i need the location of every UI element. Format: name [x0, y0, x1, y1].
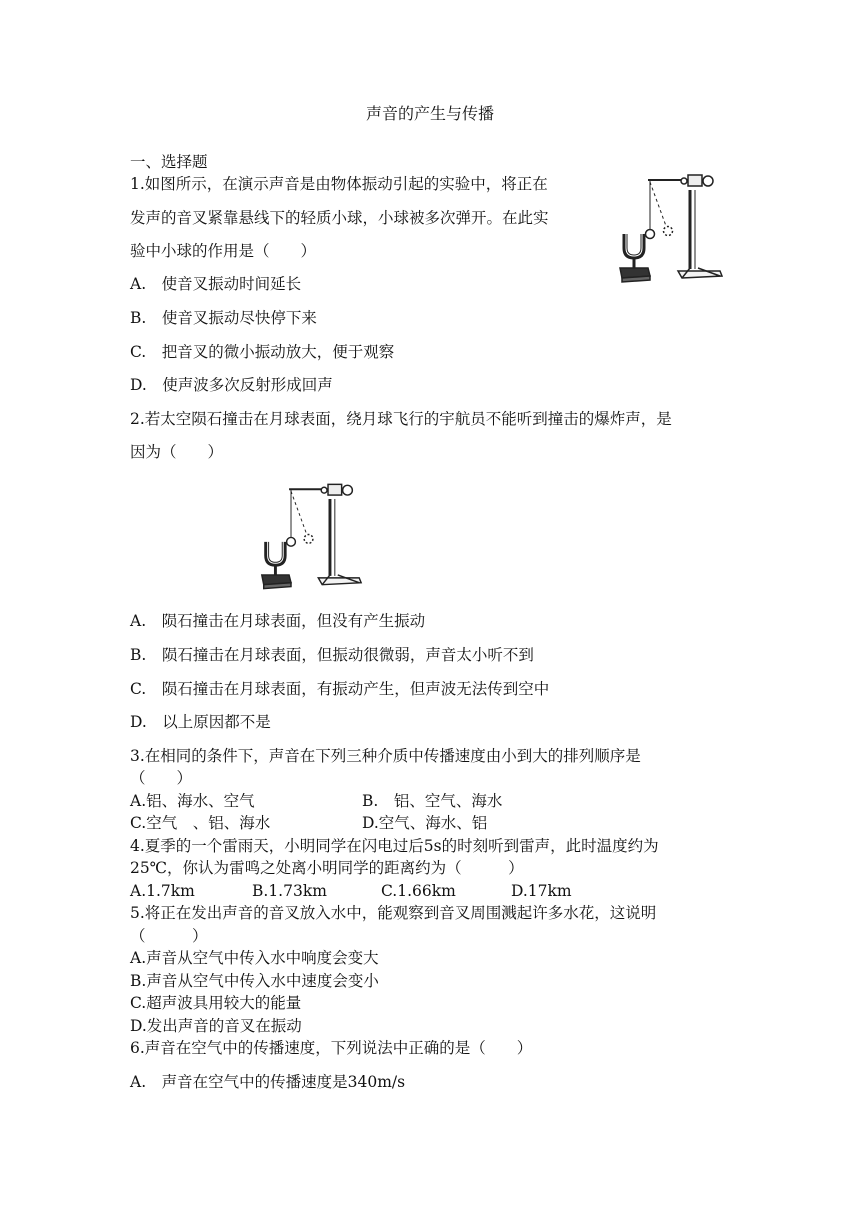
page-title: 声音的产生与传播 — [365, 104, 494, 123]
question-1-line-1: 1.如图所示，在演示声音是由物体振动引起的实验中，将正在 — [130, 175, 548, 193]
question-2-option-d: D. 以上原因都不是 — [130, 713, 271, 731]
question-6-line-1: 6.声音在空气中的传播速度，下列说法中正确的是（ ） — [130, 1039, 533, 1057]
question-5-option-c: C.超声波具用较大的能量 — [130, 994, 302, 1012]
question-2-line-2: 因为（ ） — [130, 443, 224, 461]
question-1-option-c: C. 把音叉的微小振动放大，便于观察 — [130, 343, 395, 361]
question-5-line-1: 5.将正在发出声音的音叉放入水中，能观察到音叉周围溅起许多水花，这说明 — [130, 904, 657, 922]
question-2-option-b: B. 陨石撞击在月球表面，但振动很微弱，声音太小听不到 — [130, 646, 534, 664]
question-4-line-2: 25℃，你认为雷鸣之处离小明同学的距离约为（ ） — [130, 859, 524, 877]
question-1-line-3: 验中小球的作用是（ ） — [130, 242, 317, 260]
question-2-option-a: A. 陨石撞击在月球表面，但没有产生振动 — [130, 612, 426, 630]
question-3-option-c: C.空气 、铝、海水 — [130, 814, 271, 832]
question-4-option-c: C.1.66km — [381, 882, 456, 900]
question-5-line-2: （ ） — [130, 927, 208, 945]
section-heading: 一、选择题 — [130, 153, 208, 171]
tuning-fork-pendulum-figure — [612, 168, 727, 286]
question-4-option-a: A.1.7km — [130, 882, 195, 900]
question-3-line-1: 3.在相同的条件下，声音在下列三种介质中传播速度由小到大的排列顺序是 — [130, 747, 641, 765]
question-3-option-a: A.铝、海水、空气 — [130, 792, 255, 810]
question-1-option-a: A. 使音叉振动时间延长 — [130, 275, 302, 293]
question-3-line-2: （ ） — [130, 769, 193, 787]
question-2-line-1: 2.若太空陨石撞击在月球表面，绕月球飞行的宇航员不能听到撞击的爆炸声，是 — [130, 410, 672, 428]
question-5-option-b: B.声音从空气中传入水中速度会变小 — [130, 972, 379, 990]
question-4-option-d: D.17km — [511, 882, 572, 900]
question-4-line-1: 4.夏季的一个雷雨天，小明同学在闪电过后5s的时刻听到雷声，此时温度约为 — [130, 837, 659, 855]
question-4-option-b: B.1.73km — [252, 882, 327, 900]
question-1-line-2: 发声的音叉紧靠悬线下的轻质小球，小球被多次弹开。在此实 — [130, 209, 549, 227]
question-6-option-a: A. 声音在空气中的传播速度是340m/s — [130, 1073, 406, 1091]
question-3-option-d: D.空气、海水、铝 — [362, 814, 488, 832]
question-1-option-b: B. 使音叉振动尽快停下来 — [130, 309, 317, 327]
tuning-fork-pendulum-figure-2 — [254, 476, 366, 594]
question-2-option-c: C. 陨石撞击在月球表面，有振动产生，但声波无法传到空中 — [130, 680, 550, 698]
question-5-option-d: D.发出声音的音叉在振动 — [130, 1017, 302, 1035]
question-3-option-b: B. 铝、空气、海水 — [362, 792, 503, 810]
question-5-option-a: A.声音从空气中传入水中响度会变大 — [130, 949, 379, 967]
question-1-option-d: D. 使声波多次反射形成回声 — [130, 376, 333, 394]
